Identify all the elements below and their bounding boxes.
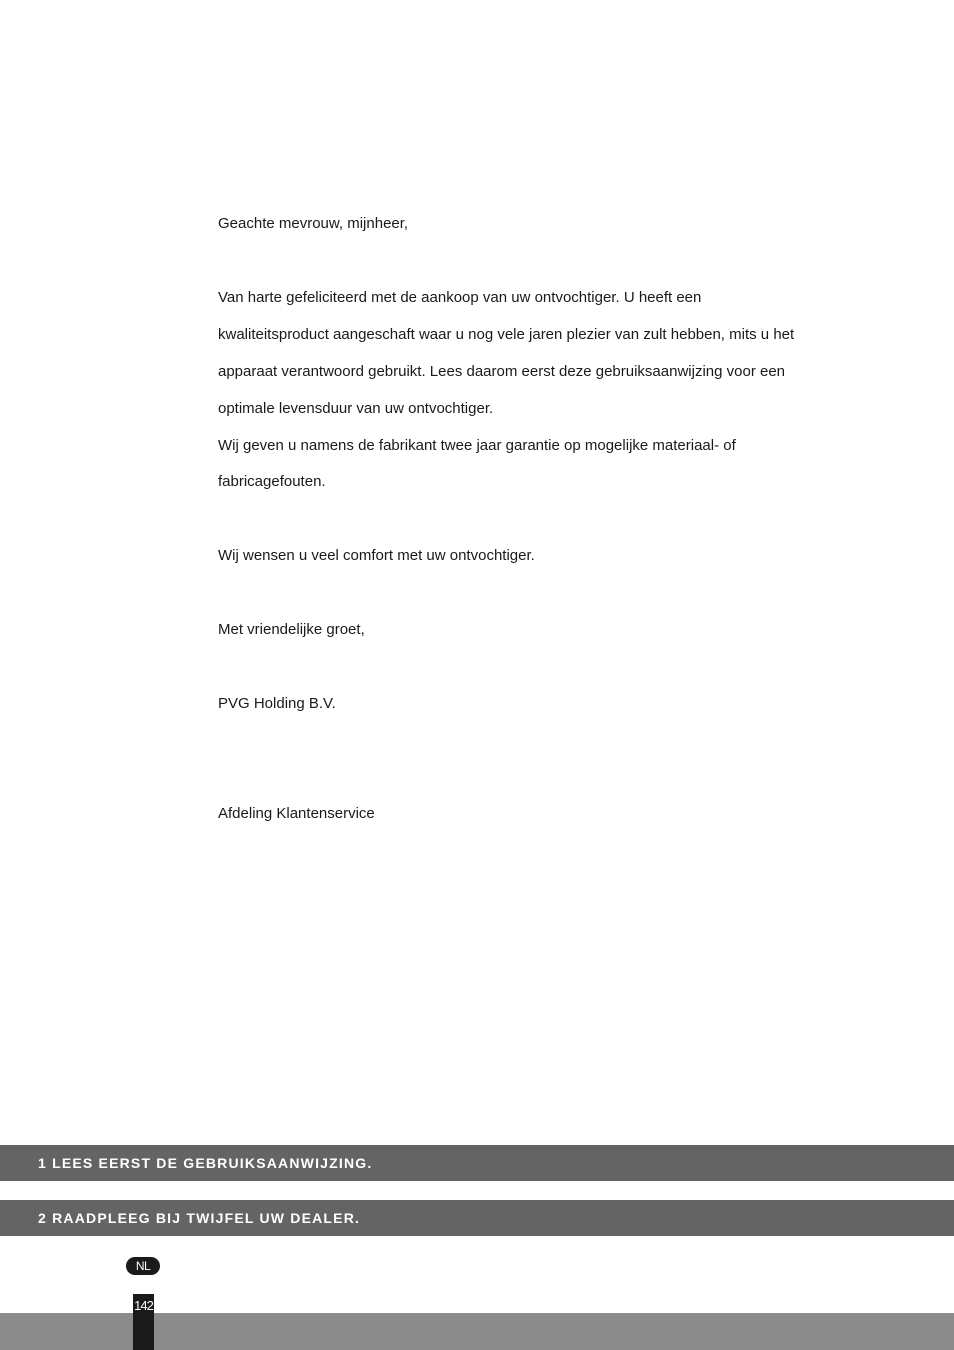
body-line: optimale levensduur van uw ontvochtiger. <box>218 400 494 417</box>
salutation: Geachte mevrouw, mijnheer, <box>218 215 409 232</box>
department-name: Afdeling Klantenservice <box>218 805 375 822</box>
body-line: kwaliteitsproduct aangeschaft waar u nog vele jaren plezier van zult hebben, mits u het <box>218 326 795 343</box>
body-line: fabricagefouten. <box>218 473 326 490</box>
notice-band-read-manual: 1 LEES EERST DE GEBRUIKSAANWIJZING. <box>0 1145 954 1181</box>
wish-line: Wij wensen u veel comfort met uw ontvochtiger. <box>218 547 535 564</box>
page-number: 142 <box>134 1298 153 1313</box>
notice-band-consult-dealer: 2 RAADPLEEG BIJ TWIJFEL UW DEALER. <box>0 1200 954 1236</box>
company-name: PVG Holding B.V. <box>218 695 336 712</box>
body-line: apparaat verantwoord gebruikt. Lees daarom eerst deze gebruiksaanwijzing voor een <box>218 363 786 380</box>
language-badge: NL <box>126 1257 160 1275</box>
closing-line: Met vriendelijke groet, <box>218 621 365 638</box>
body-line: Wij geven u namens de fabrikant twee jaar garantie op mogelijke materiaal- of <box>218 437 736 454</box>
body-line: Van harte gefeliciteerd met de aankoop van uw ontvochtiger. U heeft een <box>218 289 702 306</box>
